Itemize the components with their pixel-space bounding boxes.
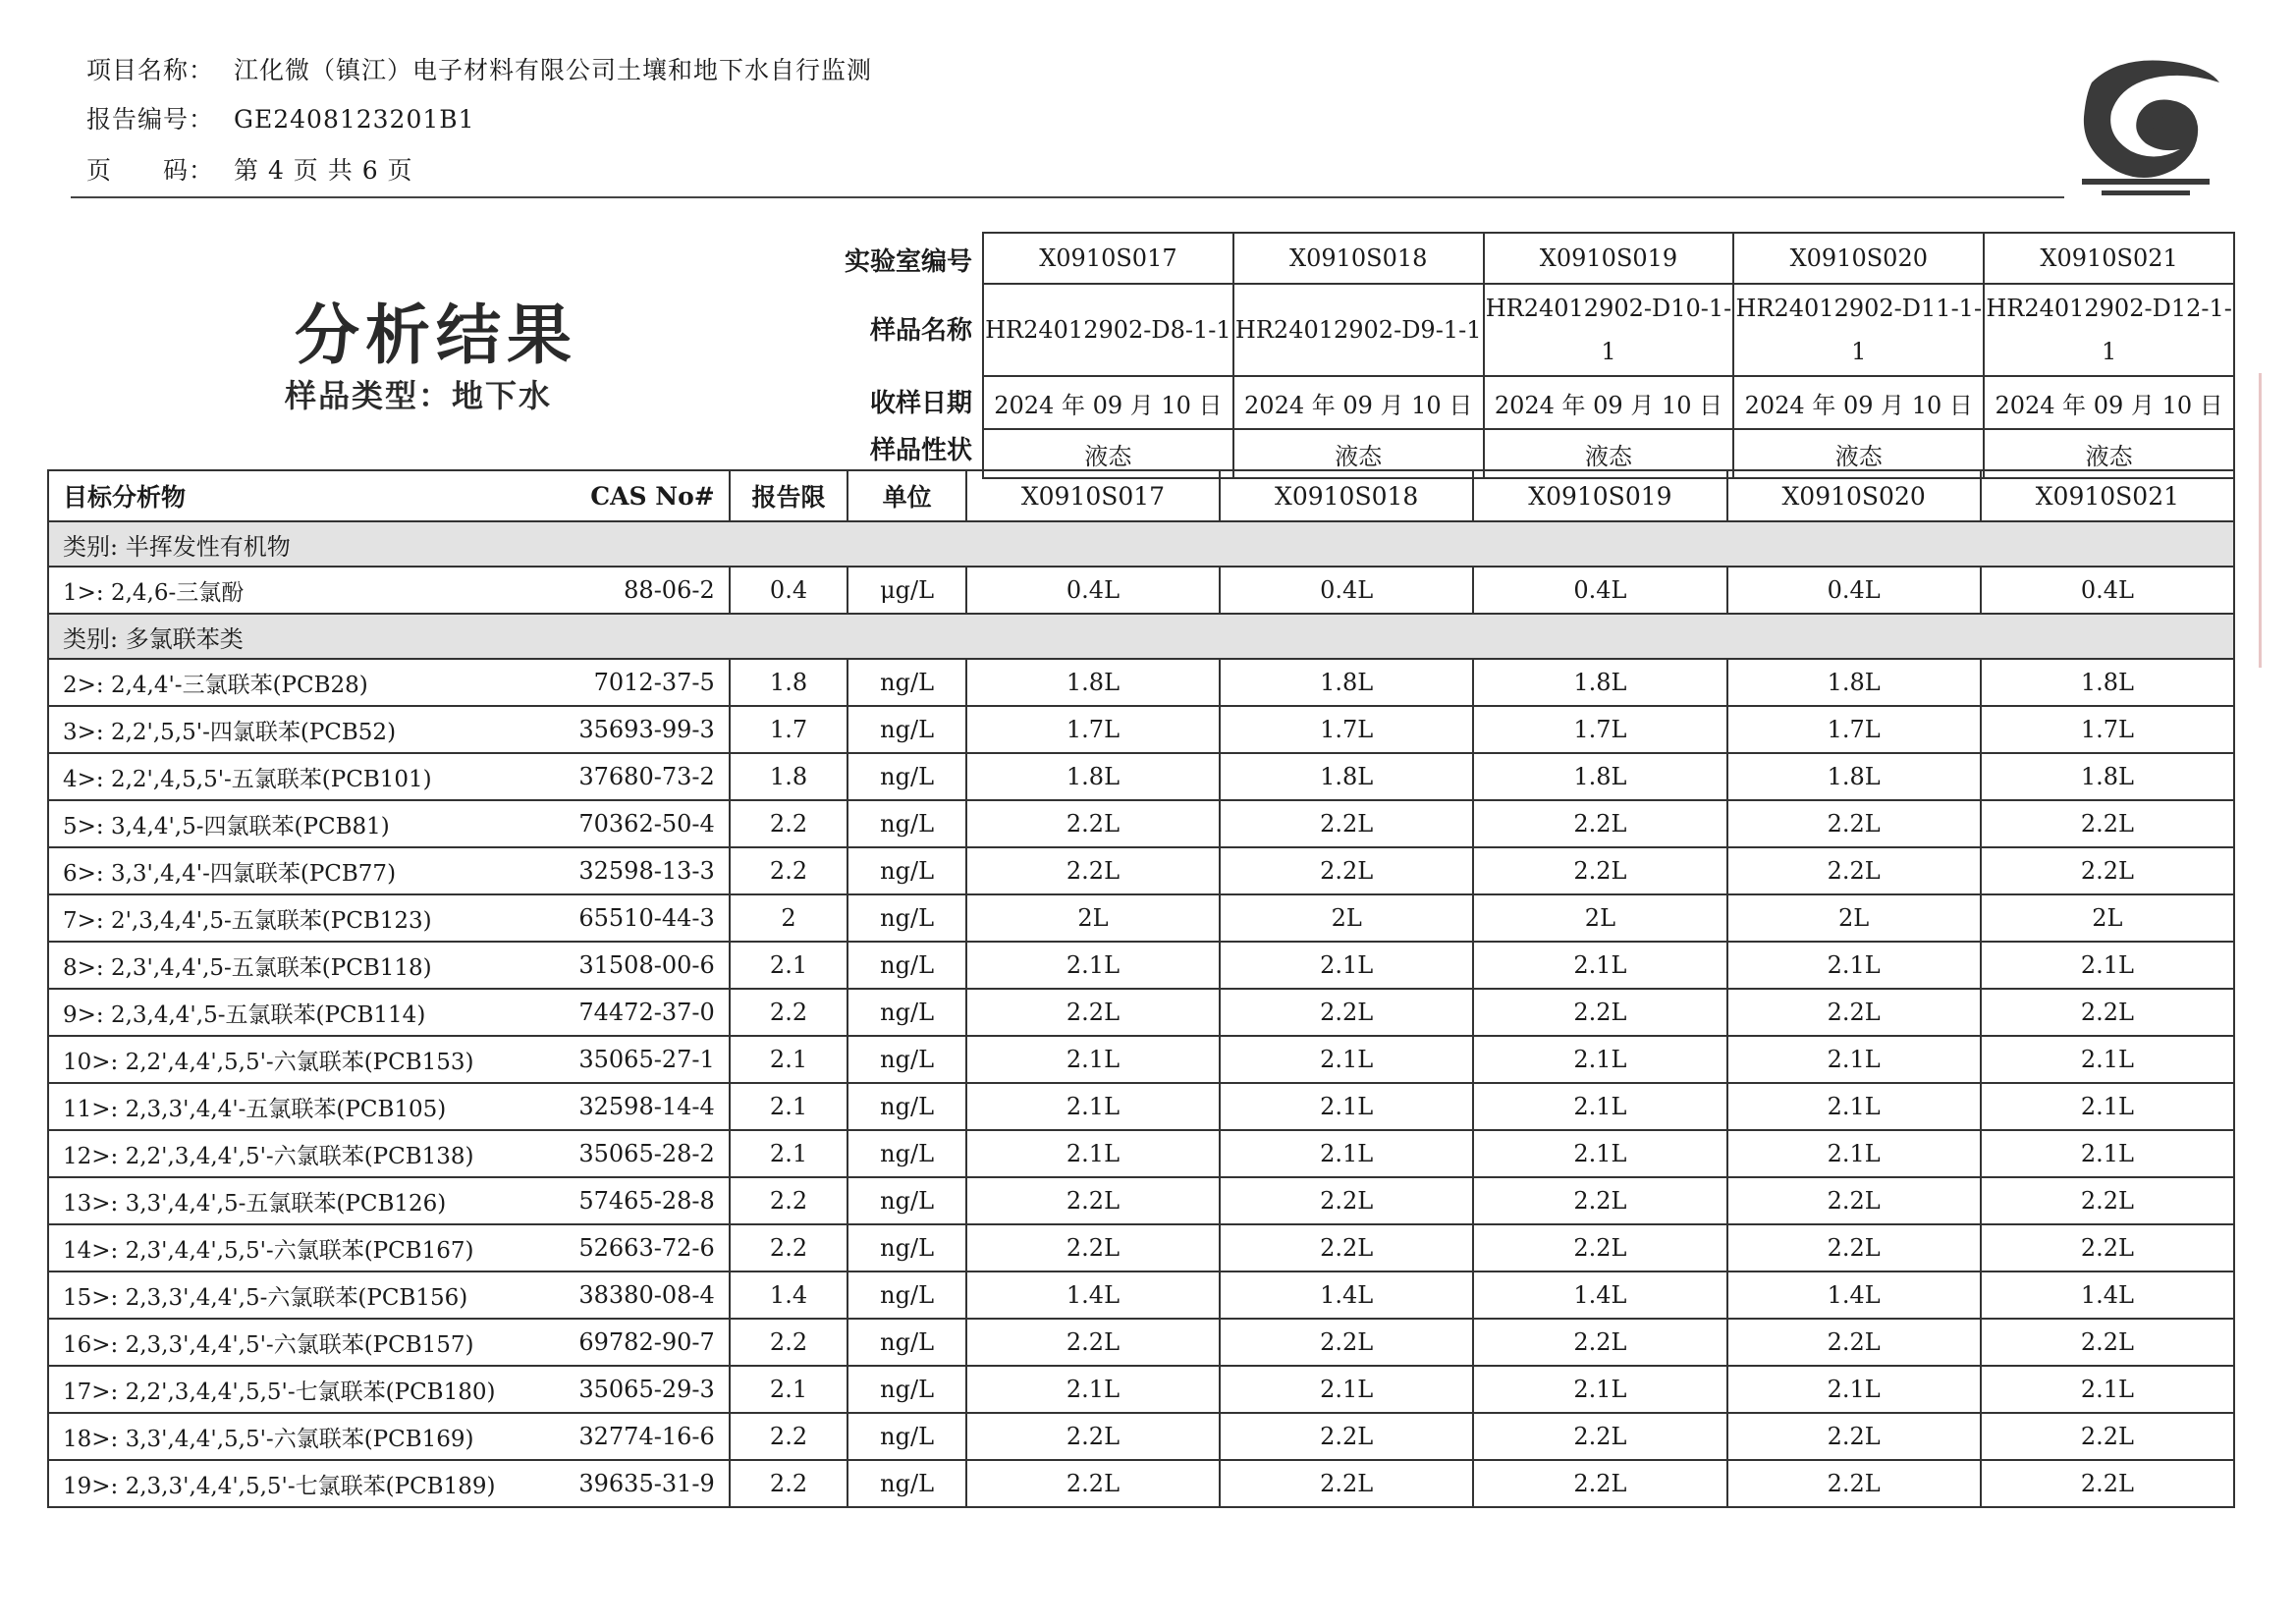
unit-cell: μg/L	[847, 567, 966, 614]
report-limit: 0.4	[730, 567, 848, 614]
sample-state-cell: 液态	[1233, 429, 1484, 478]
table-row	[48, 1083, 2234, 1130]
result-value: 1.8L	[1220, 659, 1473, 706]
result-value: 2.2L	[1473, 847, 1726, 894]
result-value: 2.1L	[1727, 942, 1981, 989]
table-row	[48, 942, 2234, 989]
analyte-name: 10>: 2,2',4,4',5,5'-六氯联苯(PCB153)	[48, 1036, 498, 1083]
result-value: 2.2L	[1473, 800, 1726, 847]
report-limit: 2.2	[730, 847, 848, 894]
result-value: 2.2L	[966, 1319, 1220, 1366]
report-limit: 2.2	[730, 1224, 848, 1271]
report-limit: 2.2	[730, 1460, 848, 1507]
result-value: 2L	[1473, 894, 1726, 942]
result-value: 2.1L	[966, 1130, 1220, 1177]
result-value: 2.2L	[1727, 1413, 1981, 1460]
result-value: 2.2L	[1220, 1177, 1473, 1224]
unit-cell: ng/L	[847, 1413, 966, 1460]
result-value: 2.1L	[1220, 1366, 1473, 1413]
result-value: 1.8L	[1473, 753, 1726, 800]
report-limit: 1.7	[730, 706, 848, 753]
analyte-name: 7>: 2',3,4,4',5-五氯联苯(PCB123)	[48, 894, 498, 942]
project-line	[86, 51, 872, 86]
sample-name-cell: HR24012902-D11-1-1	[1733, 284, 1984, 376]
table-row	[48, 989, 2234, 1036]
project-value: 江化微（镇江）电子材料有限公司土壤和地下水自行监测	[234, 56, 873, 84]
analyte-name: 19>: 2,3,3',4,4',5,5'-七氯联苯(PCB189)	[48, 1460, 498, 1507]
sample-column-header: X0910S021	[1981, 470, 2234, 521]
table-row	[48, 1319, 2234, 1366]
result-value: 2.2L	[966, 800, 1220, 847]
sample-column-header: X0910S019	[1473, 470, 1726, 521]
report-limit: 1.8	[730, 753, 848, 800]
unit-cell: ng/L	[847, 1130, 966, 1177]
result-value: 2.1L	[966, 1366, 1220, 1413]
category-label: 类别: 半挥发性有机物	[48, 521, 2234, 567]
result-table	[47, 469, 2235, 1508]
lab-id-label: 实验室编号	[844, 247, 972, 277]
result-value: 1.8L	[1727, 659, 1981, 706]
category-label: 类别: 多氯联苯类	[48, 614, 2234, 659]
report-limit: 2.1	[730, 1083, 848, 1130]
result-value: 0.4L	[1981, 567, 2234, 614]
result-value: 0.4L	[1473, 567, 1726, 614]
page-line	[86, 151, 413, 187]
sample-date-row	[983, 376, 2234, 429]
report-limit: 1.8	[730, 659, 848, 706]
result-value: 1.7L	[1981, 706, 2234, 753]
result-value: 2.2L	[1473, 1413, 1726, 1460]
sample-lab-id-cell: X0910S019	[1484, 233, 1734, 284]
result-value: 2.2L	[966, 847, 1220, 894]
result-value: 2.2L	[1727, 1177, 1981, 1224]
result-value: 2.2L	[1727, 989, 1981, 1036]
unit-cell: ng/L	[847, 1036, 966, 1083]
report-limit: 2.2	[730, 800, 848, 847]
table-row	[48, 1460, 2234, 1507]
result-value: 2.2L	[1220, 1319, 1473, 1366]
result-value: 2.2L	[966, 1224, 1220, 1271]
analyte-name: 2>: 2,4,4'-三氯联苯(PCB28)	[48, 659, 498, 706]
result-value: 1.8L	[1220, 753, 1473, 800]
result-value: 1.8L	[1981, 659, 2234, 706]
unit-header: 单位	[847, 470, 966, 521]
date-label: 收样日期	[869, 389, 972, 418]
cas-number: 7012-37-5	[498, 659, 730, 706]
analyte-name: 13>: 3,3',4,4',5-五氯联苯(PCB126)	[48, 1177, 498, 1224]
result-value: 1.4L	[1727, 1271, 1981, 1319]
result-value: 2.2L	[1473, 1224, 1726, 1271]
result-value: 2.1L	[1981, 1366, 2234, 1413]
result-value: 2.2L	[1220, 800, 1473, 847]
result-value: 2.1L	[1220, 1130, 1473, 1177]
result-value: 2.1L	[966, 1036, 1220, 1083]
cas-number: 65510-44-3	[498, 894, 730, 942]
side-seal-mark	[2259, 373, 2273, 668]
result-value: 1.4L	[1981, 1271, 2234, 1319]
analyte-name: 11>: 2,3,3',4,4'-五氯联苯(PCB105)	[48, 1083, 498, 1130]
cas-number: 88-06-2	[498, 567, 730, 614]
result-value: 2.2L	[1981, 1413, 2234, 1460]
report-value: GE2408123201B1	[234, 105, 475, 134]
table-row	[48, 1177, 2234, 1224]
sample-date-cell: 2024 年 09 月 10 日	[1984, 376, 2234, 429]
report-limit: 1.4	[730, 1271, 848, 1319]
result-value: 2.1L	[1473, 1083, 1726, 1130]
result-value: 2.2L	[966, 1413, 1220, 1460]
report-limit: 2	[730, 894, 848, 942]
cas-number: 37680-73-2	[498, 753, 730, 800]
analyte-name: 16>: 2,3,3',4,4',5'-六氯联苯(PCB157)	[48, 1319, 498, 1366]
project-label: 项目名称：	[86, 56, 215, 84]
sample-info-table	[982, 232, 2235, 479]
unit-cell: ng/L	[847, 1271, 966, 1319]
table-row	[48, 1366, 2234, 1413]
sample-lab-id-cell: X0910S017	[983, 233, 1233, 284]
sample-lab-id-row	[983, 233, 2234, 284]
cas-number: 70362-50-4	[498, 800, 730, 847]
table-row	[48, 567, 2234, 614]
category-row	[48, 614, 2234, 659]
result-value: 2.2L	[1727, 847, 1981, 894]
table-row	[48, 800, 2234, 847]
result-value: 0.4L	[1727, 567, 1981, 614]
result-value: 2.2L	[1473, 1177, 1726, 1224]
limit-header: 报告限	[730, 470, 848, 521]
result-value: 2.2L	[966, 989, 1220, 1036]
sample-lab-id-cell: X0910S018	[1233, 233, 1484, 284]
unit-cell: ng/L	[847, 942, 966, 989]
result-value: 2L	[1220, 894, 1473, 942]
result-value: 2.2L	[1981, 1177, 2234, 1224]
result-value: 2.2L	[1473, 1460, 1726, 1507]
cas-number: 32598-14-4	[498, 1083, 730, 1130]
cas-number: 35065-27-1	[498, 1036, 730, 1083]
result-value: 1.8L	[1981, 753, 2234, 800]
sample-name-cell: HR24012902-D10-1-1	[1484, 284, 1734, 376]
result-value: 2.1L	[1981, 1130, 2234, 1177]
result-header-row	[48, 470, 2234, 521]
cas-number: 38380-08-4	[498, 1271, 730, 1319]
report-limit: 2.1	[730, 1130, 848, 1177]
sample-state-cell: 液态	[1984, 429, 2234, 478]
result-value: 2.1L	[1220, 942, 1473, 989]
sample-column-header: X0910S017	[966, 470, 1220, 521]
table-row	[48, 1036, 2234, 1083]
result-value: 2.1L	[1981, 1083, 2234, 1130]
analyte-name: 6>: 3,3',4,4'-四氯联苯(PCB77)	[48, 847, 498, 894]
analyte-name: 4>: 2,2',4,5,5'-五氯联苯(PCB101)	[48, 753, 498, 800]
result-value: 2.1L	[1727, 1130, 1981, 1177]
result-value: 2.2L	[1981, 1460, 2234, 1507]
analyte-name: 15>: 2,3,3',4,4',5-六氯联苯(PCB156)	[48, 1271, 498, 1319]
report-limit: 2.1	[730, 1366, 848, 1413]
cas-number: 74472-37-0	[498, 989, 730, 1036]
result-value: 1.4L	[966, 1271, 1220, 1319]
cas-number: 35065-28-2	[498, 1130, 730, 1177]
result-value: 0.4L	[1220, 567, 1473, 614]
sample-type: 样品类型：地下水	[285, 377, 553, 414]
table-row	[48, 753, 2234, 800]
unit-cell: ng/L	[847, 989, 966, 1036]
sample-state-cell: 液态	[983, 429, 1233, 478]
table-row	[48, 1413, 2234, 1460]
result-value: 1.4L	[1473, 1271, 1726, 1319]
sample-state-cell: 液态	[1733, 429, 1984, 478]
result-value: 2.1L	[1473, 1366, 1726, 1413]
table-row	[48, 1271, 2234, 1319]
result-value: 2.2L	[1727, 800, 1981, 847]
table-row	[48, 894, 2234, 942]
sample-date-cell: 2024 年 09 月 10 日	[983, 376, 1233, 429]
result-value: 1.8L	[966, 659, 1220, 706]
page-label: 页 码：	[86, 156, 215, 185]
analyte-name: 9>: 2,3,4,4',5-五氯联苯(PCB114)	[48, 989, 498, 1036]
result-value: 2.1L	[966, 1083, 1220, 1130]
table-row	[48, 706, 2234, 753]
sample-date-cell: 2024 年 09 月 10 日	[1233, 376, 1484, 429]
unit-cell: ng/L	[847, 1366, 966, 1413]
result-value: 2.1L	[1473, 1036, 1726, 1083]
sample-name-cell: HR24012902-D8-1-1	[983, 284, 1233, 376]
result-value: 2.2L	[1727, 1224, 1981, 1271]
unit-cell: ng/L	[847, 1083, 966, 1130]
result-value: 2.1L	[1220, 1083, 1473, 1130]
result-value: 2.2L	[1981, 847, 2234, 894]
page-value: 第 4 页 共 6 页	[234, 156, 413, 185]
unit-cell: ng/L	[847, 659, 966, 706]
result-value: 1.7L	[1220, 706, 1473, 753]
cas-number: 57465-28-8	[498, 1177, 730, 1224]
sample-name-row	[983, 284, 2234, 376]
result-value: 1.4L	[1220, 1271, 1473, 1319]
result-value: 1.7L	[1727, 706, 1981, 753]
analyte-name: 14>: 2,3',4,4',5,5'-六氯联苯(PCB167)	[48, 1224, 498, 1271]
result-value: 2L	[966, 894, 1220, 942]
analyte-name: 12>: 2,2',3,4,4',5'-六氯联苯(PCB138)	[48, 1130, 498, 1177]
sample-lab-id-cell: X0910S021	[1984, 233, 2234, 284]
cas-number: 35065-29-3	[498, 1366, 730, 1413]
analyte-name: 18>: 3,3',4,4',5,5'-六氯联苯(PCB169)	[48, 1413, 498, 1460]
unit-cell: ng/L	[847, 1177, 966, 1224]
sample-column-header: X0910S020	[1727, 470, 1981, 521]
result-value: 2.2L	[1981, 1224, 2234, 1271]
unit-cell: ng/L	[847, 753, 966, 800]
result-value: 2.1L	[1220, 1036, 1473, 1083]
result-value: 2L	[1727, 894, 1981, 942]
unit-cell: ng/L	[847, 847, 966, 894]
result-value: 2.2L	[1220, 1224, 1473, 1271]
cas-number: 35693-99-3	[498, 706, 730, 753]
sample-state-cell: 液态	[1484, 429, 1734, 478]
unit-cell: ng/L	[847, 706, 966, 753]
sample-date-cell: 2024 年 09 月 10 日	[1484, 376, 1734, 429]
result-value: 2.1L	[1473, 1130, 1726, 1177]
unit-cell: ng/L	[847, 894, 966, 942]
cas-number: 32774-16-6	[498, 1413, 730, 1460]
table-row	[48, 1130, 2234, 1177]
result-value: 2L	[1981, 894, 2234, 942]
report-limit: 2.2	[730, 989, 848, 1036]
result-value: 2.1L	[1727, 1083, 1981, 1130]
result-value: 2.2L	[1220, 989, 1473, 1036]
page-title: 分析结果	[295, 297, 577, 373]
sample-name-label: 样品名称	[869, 316, 972, 346]
company-logo-icon	[2062, 43, 2229, 200]
cas-number: 39635-31-9	[498, 1460, 730, 1507]
analyte-name: 3>: 2,2',5,5'-四氯联苯(PCB52)	[48, 706, 498, 753]
cas-number: 32598-13-3	[498, 847, 730, 894]
result-value: 2.2L	[1727, 1319, 1981, 1366]
result-value: 1.8L	[1473, 659, 1726, 706]
table-row	[48, 1224, 2234, 1271]
result-value: 1.8L	[1727, 753, 1981, 800]
sample-date-cell: 2024 年 09 月 10 日	[1733, 376, 1984, 429]
result-value: 2.1L	[1981, 942, 2234, 989]
result-value: 2.1L	[1727, 1366, 1981, 1413]
result-value: 2.2L	[1473, 989, 1726, 1036]
report-limit: 2.1	[730, 1036, 848, 1083]
result-value: 2.2L	[1220, 1460, 1473, 1507]
result-value: 2.2L	[966, 1177, 1220, 1224]
analyte-name: 8>: 2,3',4,4',5-五氯联苯(PCB118)	[48, 942, 498, 989]
result-value: 2.2L	[1727, 1460, 1981, 1507]
result-value: 2.2L	[1981, 989, 2234, 1036]
cas-header: CAS No#	[498, 470, 730, 521]
result-value: 2.1L	[1981, 1036, 2234, 1083]
result-value: 2.2L	[1981, 1319, 2234, 1366]
cas-number: 69782-90-7	[498, 1319, 730, 1366]
result-value: 2.2L	[1473, 1319, 1726, 1366]
result-value: 1.8L	[966, 753, 1220, 800]
result-value: 2.2L	[1981, 800, 2234, 847]
unit-cell: ng/L	[847, 800, 966, 847]
result-value: 2.2L	[966, 1460, 1220, 1507]
report-limit: 2.2	[730, 1413, 848, 1460]
analyte-name: 1>: 2,4,6-三氯酚	[48, 567, 498, 614]
cas-number: 52663-72-6	[498, 1224, 730, 1271]
sample-name-cell: HR24012902-D12-1-1	[1984, 284, 2234, 376]
unit-cell: ng/L	[847, 1319, 966, 1366]
table-row	[48, 847, 2234, 894]
result-value: 2.1L	[966, 942, 1220, 989]
sample-lab-id-cell: X0910S020	[1733, 233, 1984, 284]
unit-cell: ng/L	[847, 1460, 966, 1507]
report-limit: 2.2	[730, 1319, 848, 1366]
result-value: 1.7L	[1473, 706, 1726, 753]
report-limit: 2.2	[730, 1177, 848, 1224]
report-label: 报告编号：	[86, 105, 215, 134]
analyte-name: 5>: 3,4,4',5-四氯联苯(PCB81)	[48, 800, 498, 847]
analyte-header: 目标分析物	[48, 470, 498, 521]
header-divider	[71, 196, 2064, 198]
result-value: 2.1L	[1473, 942, 1726, 989]
result-value: 2.2L	[1220, 1413, 1473, 1460]
category-row	[48, 521, 2234, 567]
report-line	[86, 100, 475, 135]
table-row	[48, 659, 2234, 706]
result-value: 0.4L	[966, 567, 1220, 614]
analyte-name: 17>: 2,2',3,4,4',5,5'-七氯联苯(PCB180)	[48, 1366, 498, 1413]
unit-cell: ng/L	[847, 1224, 966, 1271]
cas-number: 31508-00-6	[498, 942, 730, 989]
result-value: 2.2L	[1220, 847, 1473, 894]
state-label: 样品性状	[869, 436, 972, 465]
sample-column-header: X0910S018	[1220, 470, 1473, 521]
result-value: 2.1L	[1727, 1036, 1981, 1083]
report-limit: 2.1	[730, 942, 848, 989]
result-value: 1.7L	[966, 706, 1220, 753]
sample-name-cell: HR24012902-D9-1-1	[1233, 284, 1484, 376]
